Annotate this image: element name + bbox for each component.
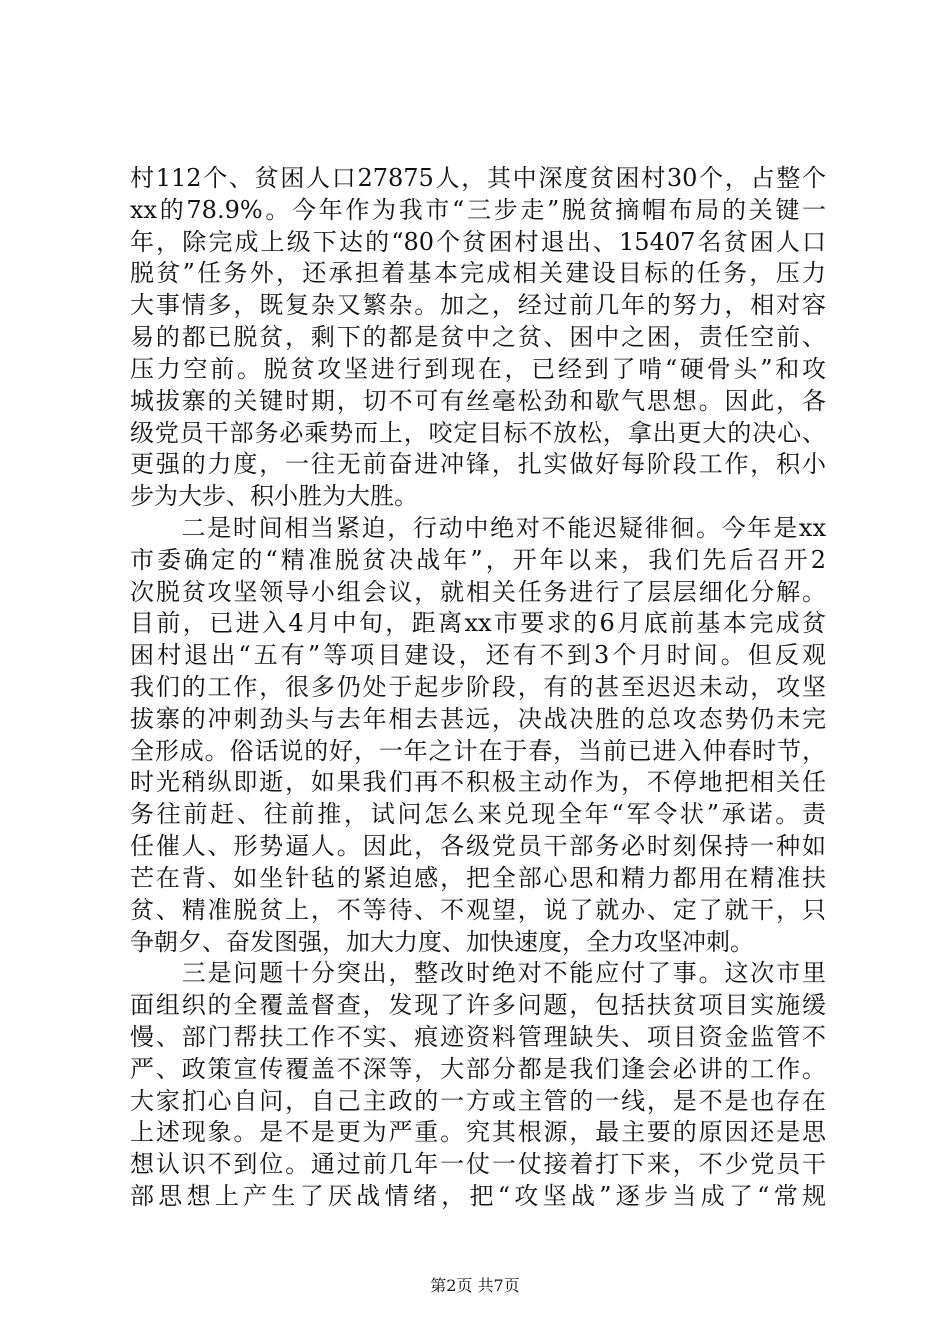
text-line: 时光稍纵即逝，如果我们再不积极主动作为，不停地把相关任 [130, 768, 826, 796]
text-line: xx的78.9%。今年作为我市“三步走”脱贫摘帽布局的关键一 [130, 196, 826, 224]
text-line: 大家扪心自问，自己主政的一方或主管的一线，是不是也存在 [130, 1087, 826, 1115]
text-line: 严、政策宣传覆盖不深等，大部分都是我们逢会必讲的工作。 [130, 1055, 826, 1083]
text-line: 级党员干部务必乘势而上，咬定目标不放松，拿出更大的决心、 [130, 419, 826, 447]
text-line: 困村退出“五有”等项目建设，还有不到3个月时间。但反观 [130, 641, 826, 669]
text-line: 城拔寨的关键时期，切不可有丝毫松劲和歇气思想。因此，各 [130, 387, 826, 415]
text-line: 任催人、形势逼人。因此，各级党员干部务必时刻保持一种如 [130, 832, 826, 860]
text-line: 争朝夕、奋发图强，加大力度、加快速度，全力攻坚冲刺。 [130, 928, 754, 956]
text-line: 我们的工作，很多仍处于起步阶段，有的甚至迟迟未动，攻坚 [130, 673, 826, 701]
text-line: 村112个、贫困人口27875人，其中深度贫困村30个，占整个 [130, 164, 826, 192]
text-line: 想认识不到位。通过前几年一仗一仗接着打下来，不少党员干 [130, 1150, 826, 1178]
text-line: 次脱贫攻坚领导小组会议，就相关任务进行了层层细化分解。 [130, 578, 826, 606]
text-line: 拔寨的冲刺劲头与去年相去甚远，决战决胜的总攻态势仍未完 [130, 705, 826, 733]
text-line: 易的都已脱贫，剩下的都是贫中之贫、困中之困，责任空前、 [130, 323, 826, 351]
text-line: 全形成。俗话说的好，一年之计在于春，当前已进入仲春时节， [130, 737, 826, 765]
text-line: 目前，已进入4月中旬，距离xx市要求的6月底前基本完成贫 [130, 609, 826, 637]
text-line: 脱贫”任务外，还承担着基本完成相关建设目标的任务，压力 [130, 259, 826, 287]
text-line: 慢、部门帮扶工作不实、痕迹资料管理缺失、项目资金监管不 [130, 1023, 826, 1051]
text-line: 芒在背、如坐针毡的紧迫感，把全部心思和精力都用在精准扶 [130, 864, 826, 892]
text-line: 务往前赶、往前推，试问怎么来兑现全年“军令状”承诺。责 [130, 800, 826, 828]
text-line: 步为大步、积小胜为大胜。 [130, 482, 418, 510]
text-line: 大事情多，既复杂又繁杂。加之，经过前几年的努力，相对容 [130, 291, 826, 319]
text-line: 贫、精准脱贫上，不等待、不观望，说了就办、定了就干，只 [130, 896, 826, 924]
page-number-footer: 第2页 共7页 [430, 1276, 520, 1295]
text-line: 二是时间相当紧迫，行动中绝对不能迟疑徘徊。今年是xx [130, 514, 826, 542]
text-line: 部思想上产生了厌战情绪，把“攻坚战”逐步当成了“常规 [130, 1182, 826, 1210]
text-line: 三是问题十分突出，整改时绝对不能应付了事。这次市里 [130, 959, 826, 987]
text-line: 面组织的全覆盖督查，发现了许多问题，包括扶贫项目实施缓 [130, 991, 826, 1019]
text-line: 市委确定的“精准脱贫决战年”，开年以来，我们先后召开2 [130, 546, 826, 574]
text-line: 上述现象。是不是更为严重。究其根源，最主要的原因还是思 [130, 1118, 826, 1146]
text-line: 更强的力度，一往无前奋进冲锋，扎实做好每阶段工作，积小 [130, 450, 826, 478]
text-line: 年，除完成上级下达的“80个贫困村退出、15407名贫困人口 [130, 228, 826, 256]
text-line: 压力空前。脱贫攻坚进行到现在，已经到了啃“硬骨头”和攻 [130, 355, 826, 383]
